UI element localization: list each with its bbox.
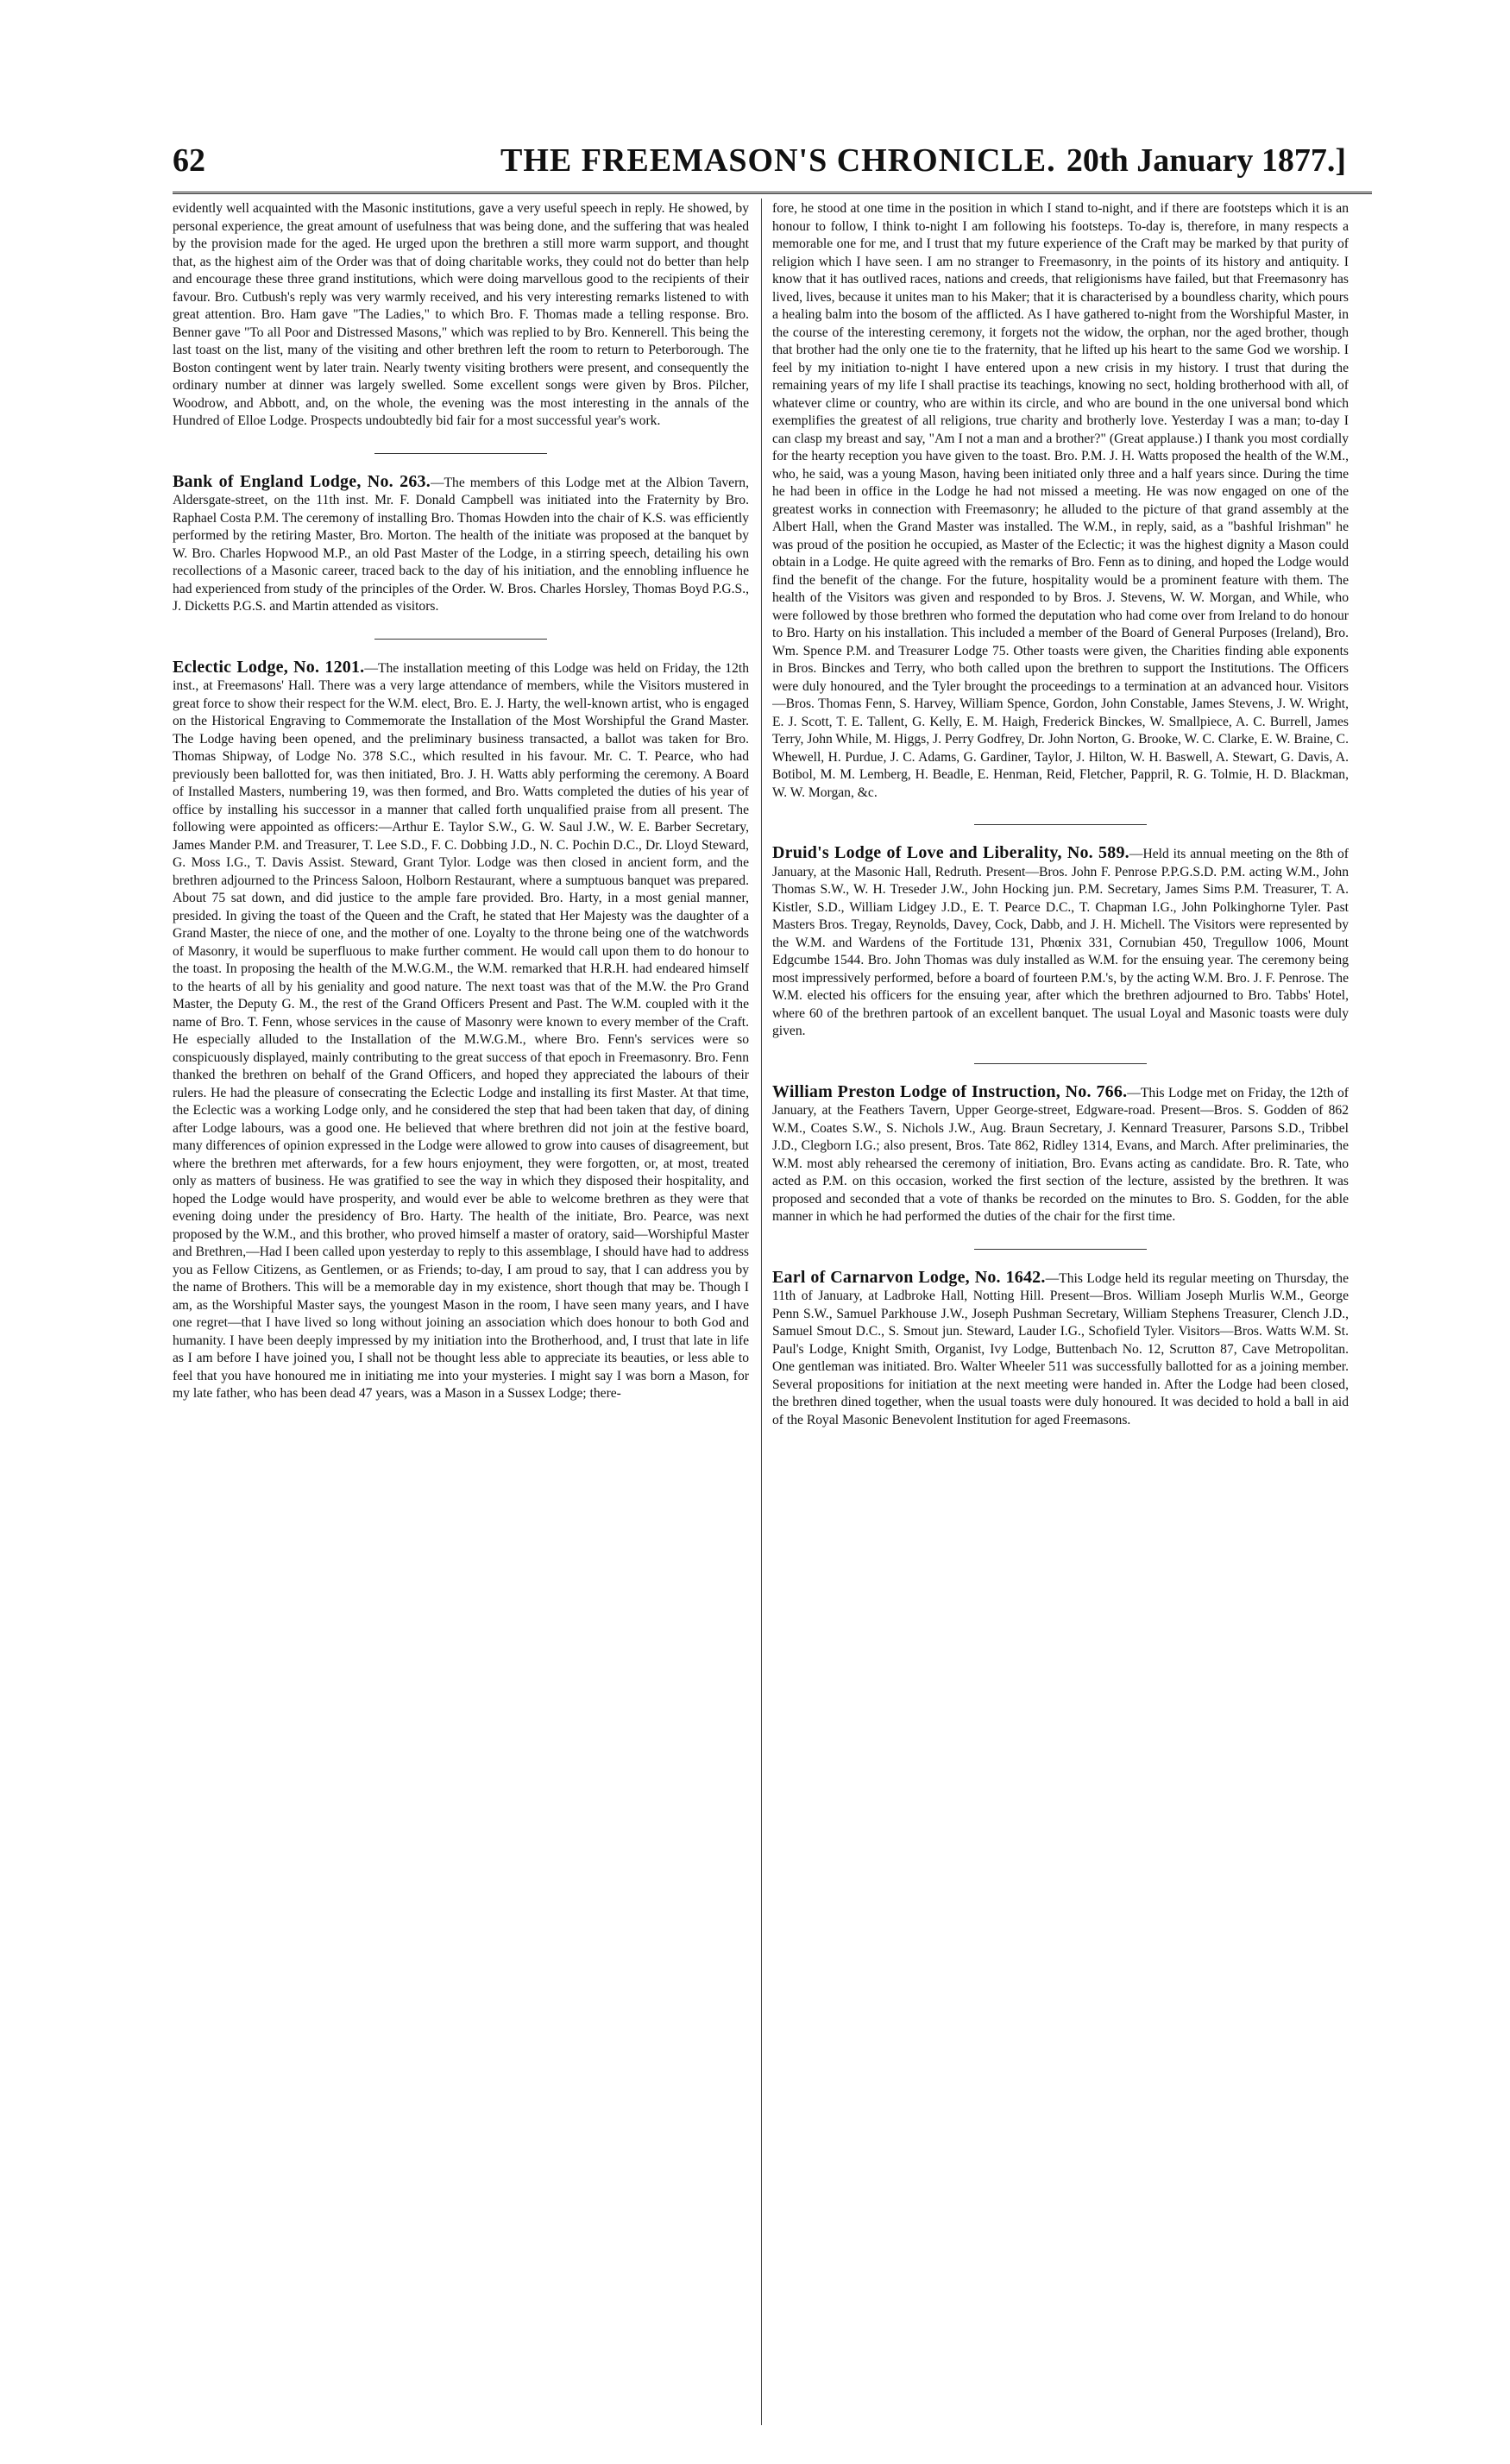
masthead	[173, 138, 1381, 190]
william-preston-lodge-body: —This Lodge met on Friday, the 12th of January, at the Feathers Tavern, Upper George-street, Edgware-road. Present—Bros. S. Godden of 862 W.M., Coates S.W., S. Nichols J.W., Aug. Braun Secretary, J. Kennard Treasurer, Parsons S.D., Tribbel J.D., Clegborn I.G.; also present, Bros. Tate 862, Ridley 1314, Evans, and March. After preliminaries, the W.M. most ably rehearsed the ceremony of initiation, Bro. Evans acting as candidate. Bro. R. Tate, who acted as P.M. on this occasion, worked the first section of the lecture, assisted by the brethren. It was proposed and seconded that a vote of thanks be recorded on the minutes to Bro. S. Godden, for the able manner in which he had performed the duties of the chair for the first time.	[772, 1085, 1349, 1224]
column-divider	[761, 199, 762, 2425]
bank-of-england-lodge-report	[173, 473, 749, 616]
header-rule	[173, 192, 1372, 194]
bank-of-england-lodge-title: Bank of England Lodge, No. 263.	[173, 471, 431, 491]
page-number: 62	[173, 142, 205, 179]
right-column	[772, 200, 1349, 2427]
section-separator	[974, 824, 1147, 825]
eclectic-lodge-body: —The installation meeting of this Lodge was held on Friday, the 12th inst., at Freemasons' Hall. There was a very large attendance of members, while the Visitors mustered in great force to show their respect for the W.M. elect, Bro. E. J. Harty, the well-known artist, who is engaged on the Historical Engraving to Commemorate the Installation of the Most Worshipful the Grand Master. The Lodge having been opened, and the preliminary business transacted, a ballot was taken for Bro. Thomas Shipway, of Lodge No. 378 S.C., which resulted in his favour. Mr. C. T. Pearce, who had previously been ballotted for, was then initiated, Bro. J. H. Watts ably performing the ceremony. A Board of Installed Masters, numbering 19, was then formed, and Bro. Watts completed the duties of his year of office by installing his successor in a manner that called forth unqualified praise from all present. The following were appointed as officers:—Arthur E. Taylor S.W., G. W. Saul J.W., W. E. Barber Secretary, James Mander P.M. and Treasurer, T. Lee S.D., F. C. Dobbing J.D., N. C. Pochin D.C., Dr. Lloyd Steward, G. Moss I.G., T. Davis Assist. Steward, Grant Tylor. Lodge was then closed in ancient form, and the brethren adjourned to the Princess Saloon, Holborn Restaurant, where a sumptuous banquet was prepared. About 75 sat down, and did justice to the ample fare provided. Bro. Harty, in a most genial manner, presided. In giving the toast of the Queen and the Craft, he stated that Her Majesty was the daughter of a Grand Master, the niece of one, and the mother of one. Loyalty to the throne being one of the watchwords of Masonry, it would be superfluous to make further comment. He would call upon them to do honour to the toast. In proposing the health of the M.W.G.M., the W.M. remarked that H.R.H. had endeared himself to the hearts of all by his geniality and good nature. The next toast was that of the M.W. the Pro Grand Master, the Deputy G. M., the rest of the Grand Officers Present and Past. The W.M. coupled with it the name of Bro. T. Fenn, whose services in the cause of Masonry were known to every member of the Craft. He especially alluded to the Installation of the M.W.G.M., where Bro. Fenn's services were so conspicuously displayed, mainly contributing to the great success of that epoch in Freemasonry. Bro. Fenn thanked the brethren on behalf of the Grand Officers, and hoped they appreciated the labours of their rulers. He had the pleasure of consecrating the Eclectic Lodge and installing its first Master. At that time, the Eclectic was a working Lodge only, and he considered the step that had been taken that day, of dining after Lodge labours, was a good one. He believed that where brethren did not join at the festive board, many differences of opinion expressed in the Lodge were allowed to grow into causes of disagreement, but where the brethren met afterwards, for a few hours enjoyment, they were forgotten, or, at most, treated only as matters of business. He was gratified to see the way in which they disposed their hospitality, and hoped the Lodge would have prosperity, and would ever be able to welcome brethren as they were that evening doing under the presidency of Bro. Harty. The health of the initiate, Bro. Pearce, was next proposed by the W.M., and this brother, who proved himself a master of oratory, said—Worshipful Master and Brethren,—Had I been called upon yesterday to reply to this assemblage, I should have had to address you as Fellow Citizens, as Gentlemen, or as Friends; to-day, I am proud to say, that I can address you by the name of Brothers. This will be a memorable day in my existence, short though that may be. Though I am, as the Worshipful Master says, the youngest Mason in the room, I have seen many years, and I have one regret—that I have lived so long without joining an association which does honour to both God and humanity. I have been deeply impressed by my initiation into the Brotherhood, and, I trust that late in life as I am before I have joined you, I shall not be thought less able to appreciate its beauties, or less able to feel that you have honoured me in initiating me into your mysteries. I might say I was born a Mason, for my late father, who has been dead 47 years, was a Mason in a Sussex Lodge; there-	[173, 660, 749, 1401]
eclectic-lodge-report	[173, 659, 749, 1403]
eclectic-continuation: fore, he stood at one time in the position in which I stand to-night, and if there are footsteps which it is an honour to follow, I think to-night I am following his footsteps. To-day is, therefore, in many respects a memorable one for me, and I trust that my future experience of the Craft may be marked by that purity of religion which I have seen. I am no stranger to Freemasonry, in the points of its history and antiquity. I know that it has outlived races, nations and creeds, that religionisms have failed, but that Freemasonry has lived, lives, because it unites man to his Maker; that it is characterised by a boundless charity, which pours a healing balm into the bosom of the afflicted. As I have gathered to-night from the Worshipful Master, in the course of the interesting ceremony, it forgets not the widow, the orphan, nor the aged brother, though that brother had the only one tie to the fraternity, that he lifted up his heart to the same God we worship. I feel by my initiation to-night I have entered upon a new crisis in my history. I trust that during the remaining years of my life I shall practise its teachings, knowing no sect, holding brotherhood with all, of whatever clime or country, who are within its circle, and who are bound in the one universal bond which exemplifies the greatest of all religions, true charity and brotherly love. Yesterday I was a man; to-day I can clasp my breast and say, "Am I not a man and a brother?" (Great applause.) I thank you most cordially for the hearty reception you have given to the toast. Bro. P.M. J. H. Watts proposed the health of the W.M., who, he said, was a young Mason, having been initiated only three and a half years since. During the time he had been in office in the Lodge he had not missed a meeting. He was now engaged on one of the greatest works in connection with Freemasonry; he alluded to the picture of that grand assembly at the Albert Hall, when the Grand Master was installed. The W.M., in reply, said, as a "bashful Irishman" he was proud of the position he occupied, as Master of the Eclectic; it was the highest dignity a Mason could obtain in a Lodge. He quite agreed with the remarks of Bro. Fenn as to dining, and hoped the Lodge would find the benefit of the change. For the future, hospitality would be a prominent feature with them. The health of the Visitors was given and responded to by Bros. J. Stevens, W. W. Morgan, and While, who were followed by those brethren who formed the deputation who had come over from Ireland to do honour to Bro. Harty on his installation. This included a member of the Board of General Purposes (Ireland), Bro. Wm. Spence P.M. and Treasurer Lodge 75. Other toasts were given, the Charities finding able exponents in Bros. Binckes and Terry, who both called upon the brethren to support the Institutions. The Officers were duly honoured, and the Tyler brought the proceedings to a termination at an advanced hour. Visitors—Bros. Thomas Fenn, S. Harvey, William Spence, Gordon, John Constable, James Stevens, J. W. Wright, E. J. Scott, T. E. Tallent, G. Kelly, E. M. Haigh, Frederick Binckes, W. Smallpiece, A. C. Burrell, James Terry, John While, M. Higgs, J. Perry Godfrey, Dr. John Norton, G. Brooke, W. C. Clarke, E. W. Braine, C. Whewell, H. Purdue, J. C. Adams, G. Gardiner, Taylor, J. Hilton, W. H. Baswell, A. Stewart, G. Davis, A. Botibol, M. M. Lemberg, H. Beadle, E. Henman, Reid, Fletcher, Pappril, R. G. Tolmie, H. D. Blackman, W. W. Morgan, &c.	[772, 201, 1349, 800]
opening-paragraph: evidently well acquainted with the Masonic institutions, gave a very useful speech in reply. He showed, by personal experience, the great amount of usefulness that was being done, and the suffering that was healed by the provision made for the aged. He urged upon the brethren a still more warm support, and thought that, as the highest aim of the Order was that of doing charitable works, they could not do better than help and encourage these three grand institutions, which were doing marvellous good to the recipients of their favour. Bro. Cutbush's reply was very warmly received, and his very interesting remarks listened to with great attention. Bro. Ham gave "The Ladies," to which Bro. F. Thomas made a telling response. Bro. Benner gave "To all Poor and Distressed Masons," which was replied to by Bro. Kennerell. This being the last toast on the list, many of the visiting and other brethren left the room to return to Peterborough. The Boston contingent went by later train. Nearly twenty visiting brothers were present, and consequently the ordinary number at dinner was largely swelled. Some excellent songs were given by Bros. Pilcher, Woodrow, and Abbott, and, on the whole, the evening was the most interesting in the annals of the Hundred of Elloe Lodge. Prospects undoubtedly bid fair for a most successful year's work.	[173, 201, 749, 428]
issue-date: 20th January 1877.]	[1066, 142, 1346, 179]
section-separator	[974, 1063, 1147, 1064]
druids-lodge-title: Druid's Lodge of Love and Liberality, No. 589.	[772, 843, 1129, 862]
earl-of-carnarvon-lodge-title: Earl of Carnarvon Lodge, No. 1642.	[772, 1267, 1046, 1287]
section-separator	[374, 453, 547, 454]
bank-of-england-lodge-body: —The members of this Lodge met at the Albion Tavern, Aldersgate-street, on the 11th inst. Mr. F. Donald Campbell was initiated into the Fraternity by Bro. Raphael Costa P.M. The ceremony of installing Bro. Thomas Howden into the chair of K.S. was efficiently performed by the retiring Master, Bro. Morton. The health of the initiate was proposed at the banquet by W. Bro. Charles Hopwood M.P., an old Past Master of the Lodge, in a stirring speech, detailing his own recollections of a Masonic career, traced back to the day of his initiation, and the ennobling influence he had experienced from study of the principles of the Order. W. Bros. Charles Horsley, Thomas Boyd P.G.S., J. Dicketts P.G.S. and Martin attended as visitors.	[173, 475, 749, 614]
left-column	[173, 200, 749, 2427]
section-separator	[374, 639, 547, 640]
druids-lodge-body: —Held its annual meeting on the 8th of January, at the Masonic Hall, Redruth. Present—Bros. John F. Penrose P.P.G.S.D. P.M. acting W.M., John Thomas S.W., W. H. Treseder J.W., John Hocking jun. P.M. Secretary, James Sims P.M. Treasurer, T. A. Kistler, S.D., William Lidgey J.D., E. T. Pearce D.C., T. Chapman I.G., John Polkinghorne Tyler. Past Masters Bros. Tregay, Reynolds, Davey, Cock, Dabb, and J. H. Michell. The Visitors were represented by the W.M. and Wardens of the Fortitude 131, Phœnix 331, Cornubian 450, Tregullow 1006, Mount Edgcumbe 1544. Bro. John Thomas was duly installed as W.M. for the ensuing year. The ceremony being most impressively performed, before a board of fourteen P.M.'s, by the acting W.M. Bro. J. F. Penrose. The W.M. elected his officers for the ensuing year, after which the brethren adjourned to Bro. Tabbs' Hotel, where 60 of the brethren partook of an excellent banquet. The usual Loyal and Masonic toasts were duly given.	[772, 847, 1349, 1038]
william-preston-lodge-report	[772, 1083, 1349, 1226]
william-preston-lodge-title: William Preston Lodge of Instruction, No. 766.	[772, 1081, 1128, 1101]
eclectic-lodge-title: Eclectic Lodge, No. 1201.	[173, 657, 365, 677]
druids-lodge-report	[772, 844, 1349, 1041]
journal-title: THE FREEMASON'S CHRONICLE.	[500, 142, 1056, 179]
earl-of-carnarvon-lodge-report	[772, 1269, 1349, 1430]
section-separator	[974, 1249, 1147, 1250]
earl-of-carnarvon-lodge-body: —This Lodge held its regular meeting on Thursday, the 11th of January, at Ladbroke Hall, Notting Hill. Present—Bros. William Joseph Murlis W.M., George Penn S.W., Samuel Parkhouse J.W., Joseph Pushman Secretary, William Stephens Treasurer, Clench J.D., Samuel Smout D.C., S. Smout jun. Steward, Lauder I.G., Schofield Tyler. Visitors—Bros. Watts W.M. St. Paul's Lodge, Knight Smith, Organist, Ivy Lodge, Buttenbach No. 12, Scrutton 87, Cave Metropolitan. One gentleman was initiated. Bro. Walter Wheeler 511 was successfully ballotted for as a joining member. Several propositions for initiation at the next meeting were handed in. After the Lodge had been closed, the brethren dined together, when the usual toasts were duly honoured. It was decided to hold a ball in aid of the Royal Masonic Benevolent Institution for aged Freemasons.	[772, 1270, 1349, 1427]
